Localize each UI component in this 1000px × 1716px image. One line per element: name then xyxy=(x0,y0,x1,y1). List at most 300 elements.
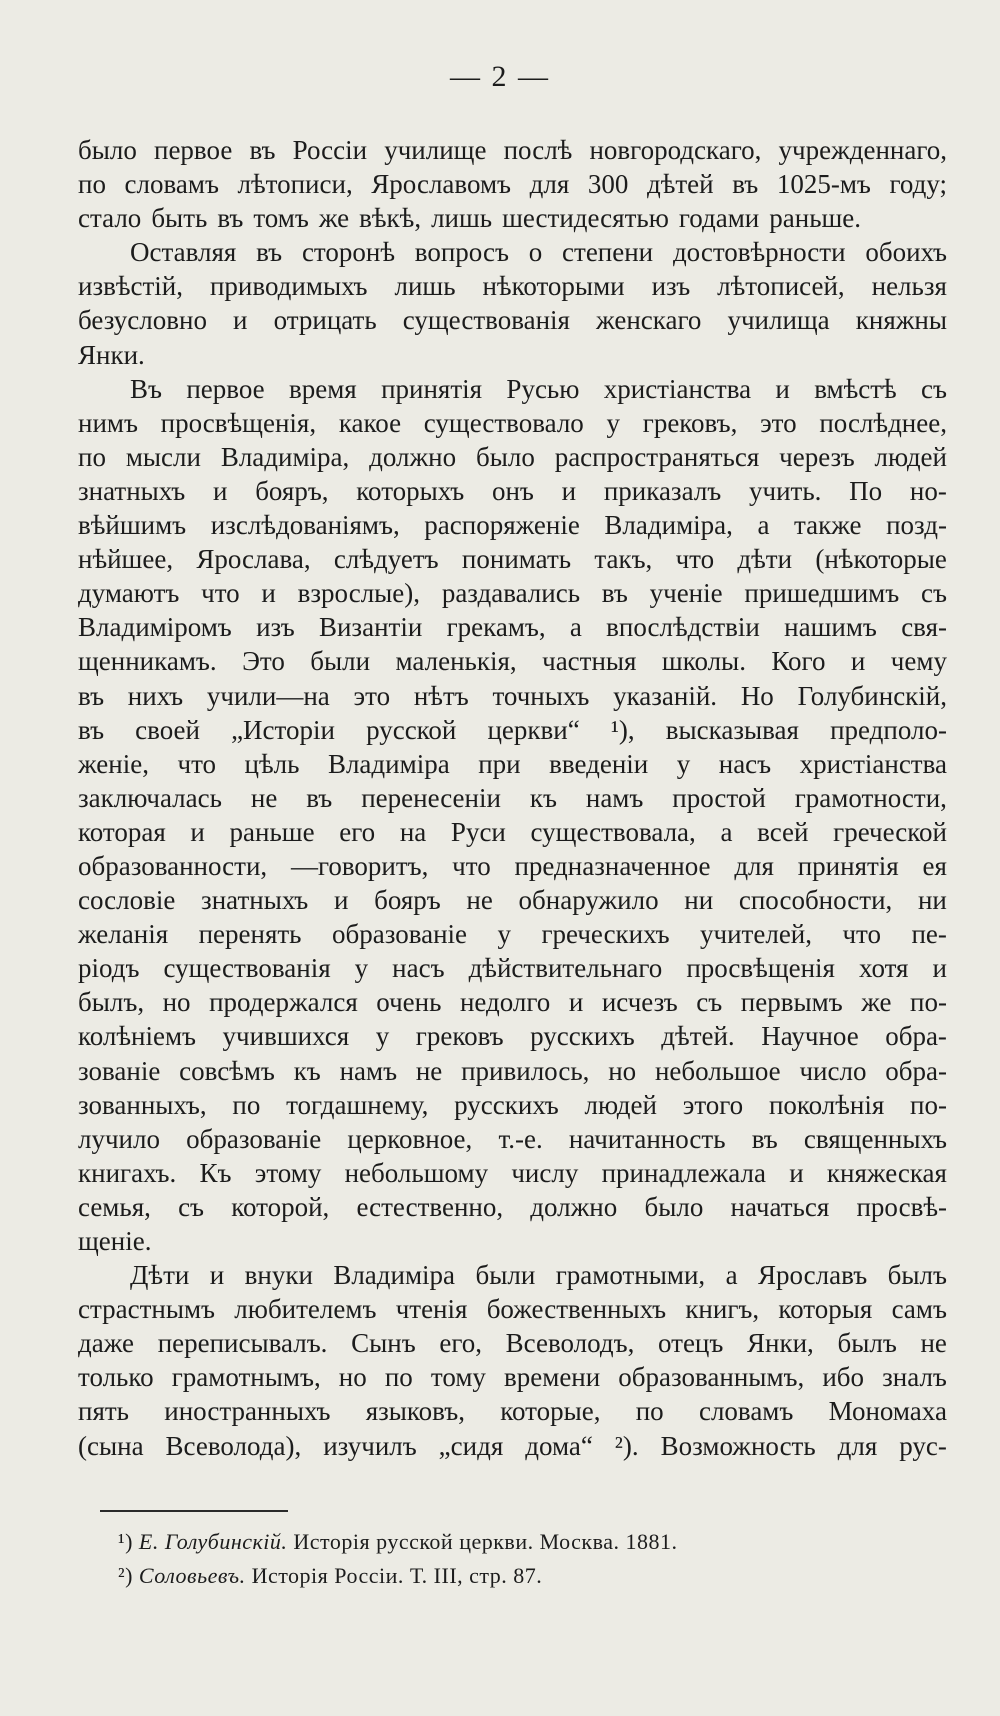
word: было xyxy=(475,441,535,472)
word: очень xyxy=(376,987,442,1018)
word: Ярослава, xyxy=(196,544,311,575)
word: существовала, xyxy=(530,816,696,847)
word: училище xyxy=(384,135,487,165)
word: школы. xyxy=(661,646,746,677)
word: людей xyxy=(584,1089,657,1120)
word: въ xyxy=(601,578,628,609)
text-line xyxy=(78,303,947,337)
text-line xyxy=(78,269,947,303)
word: божественныхъ xyxy=(486,1294,667,1325)
word: бояръ xyxy=(374,885,441,916)
text-line xyxy=(78,542,947,576)
word: раздавались xyxy=(441,578,581,609)
word: Это xyxy=(242,646,285,677)
word: т.-е. xyxy=(498,1123,543,1154)
word: По xyxy=(849,475,883,506)
word: ни xyxy=(917,885,947,916)
text-line xyxy=(78,815,947,849)
text-line xyxy=(78,951,947,985)
word: грамотными, xyxy=(555,1260,706,1291)
word: иностранныхъ xyxy=(164,1396,331,1427)
word: о xyxy=(528,237,543,268)
word: княжеская xyxy=(826,1157,947,1188)
text-line xyxy=(78,1122,947,1156)
word: Въ xyxy=(130,373,162,404)
word: и xyxy=(333,885,349,916)
word: съ xyxy=(178,1191,205,1222)
word: Ярославомъ xyxy=(371,169,512,200)
word: быть xyxy=(151,203,208,234)
word: ученіе xyxy=(649,578,723,609)
word: внуки xyxy=(244,1260,313,1291)
word: грековъ, xyxy=(642,407,738,438)
footnote xyxy=(118,1559,918,1593)
word: но xyxy=(162,987,191,1018)
word: „Исторіи xyxy=(231,714,335,745)
word: бояръ, xyxy=(255,475,329,506)
word: Византіи xyxy=(318,612,423,643)
word: желанія xyxy=(78,919,169,950)
word: лѣтописи, xyxy=(237,169,353,200)
body-text xyxy=(78,133,947,1463)
word: Научное xyxy=(761,1021,859,1052)
word: заключалась xyxy=(78,782,222,813)
page-number: — 2 — xyxy=(450,60,550,93)
word: простой xyxy=(672,782,766,813)
word: приводимыхъ xyxy=(209,271,368,302)
word: совсѣмъ xyxy=(179,1055,275,1086)
text-line xyxy=(78,781,947,815)
text-line xyxy=(78,201,947,235)
footnotes xyxy=(118,1525,918,1593)
word: намъ xyxy=(585,782,644,813)
word: колѣніемъ xyxy=(78,1021,197,1052)
word: для xyxy=(837,1430,878,1461)
word: знатныхъ xyxy=(78,475,186,506)
word: и xyxy=(789,1157,804,1188)
word: изъ xyxy=(651,271,691,302)
word: въ xyxy=(732,169,759,200)
word: по- xyxy=(910,1089,947,1120)
word: ²). xyxy=(614,1430,639,1461)
word: въ xyxy=(78,680,105,711)
word: по xyxy=(78,169,106,200)
word: Всеволода), xyxy=(165,1430,302,1461)
word: частныя xyxy=(542,646,637,677)
word: шестидесятью xyxy=(502,203,669,234)
word: сторонѣ xyxy=(301,237,395,268)
word: году; xyxy=(889,169,947,200)
text-line xyxy=(78,1054,947,1088)
word: чтенія xyxy=(395,1294,468,1325)
word: числу xyxy=(511,1157,579,1188)
word: перенять xyxy=(198,919,302,950)
word: грамотнымъ, xyxy=(171,1362,321,1393)
word: было xyxy=(644,1191,704,1222)
word: взрослые), xyxy=(297,578,421,609)
word: въ xyxy=(256,237,283,268)
word: также xyxy=(794,510,862,541)
word: лишь xyxy=(394,271,456,302)
word: чему xyxy=(890,646,947,677)
word: какое xyxy=(338,407,402,438)
word: ея xyxy=(922,850,947,881)
word: новгородскаго, xyxy=(589,135,762,165)
word: предполо- xyxy=(830,714,947,745)
word: обра- xyxy=(885,1055,947,1086)
word: были xyxy=(310,646,371,677)
word: у xyxy=(676,748,691,779)
text-line xyxy=(78,440,947,474)
word: недолго xyxy=(459,987,551,1018)
word: время xyxy=(288,373,357,404)
text-line xyxy=(78,1258,947,1292)
word: безусловно xyxy=(78,305,207,336)
footnote-marker: ¹) xyxy=(118,1529,139,1554)
word: исчезъ xyxy=(601,987,678,1018)
word: и xyxy=(850,646,866,677)
word: Ярославъ xyxy=(758,1260,868,1291)
word: 300 xyxy=(587,169,629,200)
word: принятія xyxy=(381,373,483,404)
word: Руси xyxy=(450,816,506,847)
text-line xyxy=(78,985,947,1019)
text-line xyxy=(78,713,947,747)
word: въ xyxy=(306,782,333,813)
word: нельзя xyxy=(871,271,947,302)
text-line xyxy=(78,133,947,167)
word: образованіе xyxy=(186,1123,322,1154)
word: продержался xyxy=(209,987,358,1018)
word: а xyxy=(725,1260,738,1291)
word: къ xyxy=(293,1055,321,1086)
word: грекамъ, xyxy=(446,612,546,643)
text-line xyxy=(78,235,947,269)
word: словамъ xyxy=(124,169,219,200)
word: всей xyxy=(757,816,809,847)
word: первымъ xyxy=(740,987,843,1018)
word: понимать xyxy=(461,544,572,575)
word: Владиміромъ xyxy=(78,612,232,643)
word: образованіе xyxy=(331,919,468,950)
word: были xyxy=(475,1260,536,1291)
text-line xyxy=(78,1326,947,1360)
word: вѣйшимъ xyxy=(78,510,187,541)
word: ибо xyxy=(822,1362,865,1393)
word: же xyxy=(861,987,892,1018)
word: Возможность xyxy=(660,1430,816,1461)
word: годами xyxy=(678,203,760,234)
word: словамъ xyxy=(698,1396,794,1427)
word: (нѣкоторые xyxy=(815,544,947,575)
word: (сына xyxy=(78,1430,144,1461)
word: княжны xyxy=(855,305,947,336)
word: у xyxy=(606,407,621,438)
word: Всеволодъ, xyxy=(505,1328,635,1359)
word: такъ, xyxy=(594,544,653,575)
text-line xyxy=(78,644,947,678)
word: и xyxy=(212,475,228,506)
word: нѣйшее, xyxy=(78,544,174,575)
word: знатныхъ xyxy=(201,885,309,916)
word: щеніе. xyxy=(78,1226,152,1256)
word: образованности, xyxy=(78,850,268,881)
word: книгъ, xyxy=(685,1294,760,1325)
word: намъ xyxy=(339,1055,398,1086)
word: высказывая xyxy=(665,714,799,745)
word: распоряженіе xyxy=(424,510,580,541)
word: начитанность xyxy=(568,1123,726,1154)
footnote xyxy=(118,1525,918,1559)
word: должно xyxy=(530,1191,618,1222)
word: поколѣнія xyxy=(768,1089,885,1120)
word: книгахъ. xyxy=(78,1157,177,1188)
word: Владиміра xyxy=(327,748,450,779)
word: даже xyxy=(78,1328,135,1359)
text-line xyxy=(78,1156,947,1190)
word: церковное, xyxy=(347,1123,473,1154)
word: училища xyxy=(727,305,830,336)
word: это xyxy=(353,680,391,711)
word: дѣти xyxy=(737,544,793,575)
text-line xyxy=(78,917,947,951)
text-line xyxy=(78,474,947,508)
word: зованіе xyxy=(78,1055,161,1086)
text-line xyxy=(78,406,947,440)
word: образованнымъ, xyxy=(618,1362,805,1393)
word: что xyxy=(177,748,217,779)
word: по- xyxy=(910,987,947,1018)
word: указаній. xyxy=(613,680,718,711)
word: существованія xyxy=(402,305,570,336)
word: нашимъ xyxy=(784,612,877,643)
word: пять xyxy=(78,1396,129,1427)
word: не xyxy=(415,1055,443,1086)
word: которая xyxy=(78,816,166,847)
word: это xyxy=(760,407,797,438)
word: къ xyxy=(529,782,557,813)
word: введеніи xyxy=(549,748,649,779)
text-line xyxy=(78,1190,947,1224)
word: извѣстій, xyxy=(78,271,184,302)
word: по xyxy=(78,441,106,472)
word: что xyxy=(675,544,715,575)
text-line xyxy=(78,1429,947,1463)
word: нѣтъ xyxy=(413,680,469,711)
word: просвѣщенія, xyxy=(160,407,317,438)
word: Но xyxy=(740,680,774,711)
footnote-author: Е. Голубинскій. xyxy=(138,1529,288,1554)
word: а xyxy=(720,816,733,847)
text-line xyxy=(78,849,947,883)
word: его xyxy=(339,816,376,847)
word: Дѣти xyxy=(130,1260,190,1291)
text-line xyxy=(78,883,947,917)
word: священныхъ xyxy=(803,1123,947,1154)
word: слѣдуетъ xyxy=(333,544,439,575)
word: но- xyxy=(909,475,947,506)
word: лишь xyxy=(431,203,493,234)
footnote-author: Соловьевъ. xyxy=(138,1563,246,1588)
word: по xyxy=(232,1089,261,1120)
word: предназначенное xyxy=(514,850,711,881)
word: онъ xyxy=(491,475,534,506)
word: что xyxy=(201,578,240,609)
word: зналъ xyxy=(882,1362,947,1393)
word: впослѣдствіи xyxy=(606,612,760,643)
text-line xyxy=(78,747,947,781)
word: насъ xyxy=(392,953,445,984)
word: въ xyxy=(217,203,244,234)
word: же xyxy=(318,203,350,234)
word: —говоритъ, xyxy=(290,850,429,881)
word: въ xyxy=(751,1123,778,1154)
word: отрицать xyxy=(273,305,377,336)
word: черезъ xyxy=(779,441,855,472)
text-line xyxy=(78,372,947,406)
word: любителемъ xyxy=(234,1294,377,1325)
word: и xyxy=(209,1260,225,1291)
text-line xyxy=(78,508,947,542)
word: женіе, xyxy=(78,748,149,779)
word: обоихъ xyxy=(865,237,947,268)
word: и xyxy=(190,816,205,847)
word: у xyxy=(354,953,369,984)
word: былъ xyxy=(837,1328,897,1359)
word: принятія xyxy=(797,850,899,881)
word: начаться xyxy=(730,1191,830,1222)
word: небольшое xyxy=(654,1055,781,1086)
word: точныхъ xyxy=(492,680,590,711)
word: времени xyxy=(504,1362,601,1393)
word: съ xyxy=(920,578,947,609)
word: было xyxy=(78,135,137,165)
word: Мономаха xyxy=(828,1396,947,1427)
word: число xyxy=(799,1055,867,1086)
word: Русью xyxy=(506,373,580,404)
word: позд- xyxy=(886,510,947,541)
word: достовѣрности xyxy=(672,237,846,268)
text-line xyxy=(78,338,947,372)
word: мысли xyxy=(125,441,201,472)
text-line xyxy=(78,1292,947,1326)
word: только xyxy=(78,1362,154,1393)
word: Россіи xyxy=(292,135,368,165)
word: раньше. xyxy=(769,203,862,234)
word: на xyxy=(399,816,427,847)
word: принадлежала xyxy=(601,1157,766,1188)
word: просвѣ- xyxy=(856,1191,947,1222)
word: былъ xyxy=(887,1260,947,1291)
text-line xyxy=(78,1360,947,1394)
word: приказалъ xyxy=(603,475,722,506)
text-line xyxy=(78,576,947,610)
word: насъ xyxy=(718,748,772,779)
word: существовало xyxy=(423,407,584,438)
word: щенникамъ. xyxy=(78,646,217,677)
word: и xyxy=(261,578,276,609)
word: послѣ xyxy=(503,135,573,165)
word: которыхъ xyxy=(356,475,465,506)
word: дѣтей xyxy=(646,169,714,200)
word: въ xyxy=(249,135,276,165)
word: перенесеніи xyxy=(361,782,501,813)
word: дома“ xyxy=(525,1430,593,1461)
word: учрежденнаго, xyxy=(778,135,947,165)
word: русскихъ xyxy=(530,1021,635,1052)
word: учили—на xyxy=(206,680,330,711)
word: стало xyxy=(78,203,142,234)
text-line xyxy=(78,167,947,201)
word: ріодъ xyxy=(78,953,140,984)
word: способности, xyxy=(738,885,893,916)
word: сословіе xyxy=(78,885,176,916)
word: естественно, xyxy=(356,1191,504,1222)
word: ¹), xyxy=(610,714,635,745)
word: хотя xyxy=(859,953,909,984)
word: нимъ xyxy=(78,407,138,438)
word: существованія xyxy=(163,953,331,984)
word: для xyxy=(734,850,774,881)
text-line xyxy=(78,1019,947,1053)
word: а xyxy=(569,612,582,643)
word: 1025-мъ xyxy=(776,169,871,200)
word: этому xyxy=(254,1157,322,1188)
word: Владиміра, xyxy=(604,510,733,541)
word: нѣкоторыми xyxy=(482,271,625,302)
word: самъ xyxy=(891,1294,947,1325)
word: въ xyxy=(78,714,105,745)
word: ни xyxy=(684,885,714,916)
word: семья, xyxy=(78,1191,151,1222)
word: его, xyxy=(439,1328,482,1359)
word: по xyxy=(384,1362,413,1393)
word: грамотности, xyxy=(794,782,947,813)
word: лучило xyxy=(78,1123,160,1154)
text-line xyxy=(78,1088,947,1122)
word: и xyxy=(233,305,248,336)
word: Владиміра xyxy=(333,1260,456,1291)
word: распространяться xyxy=(554,441,760,472)
word: изслѣдованіямъ, xyxy=(210,510,400,541)
word: учившихся xyxy=(222,1021,350,1052)
word: греческихъ xyxy=(541,919,670,950)
word: не xyxy=(250,782,278,813)
word: первое xyxy=(186,373,265,404)
word: былъ, xyxy=(78,987,145,1018)
word: по xyxy=(635,1396,664,1427)
word: маленькія, xyxy=(395,646,517,677)
word: вѣкѣ, xyxy=(359,203,422,234)
word: русскихъ xyxy=(454,1089,559,1120)
word: Къ xyxy=(199,1157,232,1188)
text-line xyxy=(78,610,947,644)
word: людей xyxy=(874,441,947,472)
word: женскаго xyxy=(596,305,702,336)
word: рус- xyxy=(899,1430,947,1461)
word: „сидя xyxy=(438,1430,504,1461)
word: отецъ xyxy=(658,1328,724,1359)
word: не xyxy=(466,885,493,916)
word: христіанства xyxy=(799,748,947,779)
word: у xyxy=(375,1021,390,1052)
word: при xyxy=(478,748,521,779)
word: нихъ xyxy=(127,680,184,711)
word: съ xyxy=(696,987,723,1018)
word: дѣйствительнаго xyxy=(468,953,663,984)
word: лѣтописей, xyxy=(717,271,845,302)
word: но xyxy=(608,1055,637,1086)
